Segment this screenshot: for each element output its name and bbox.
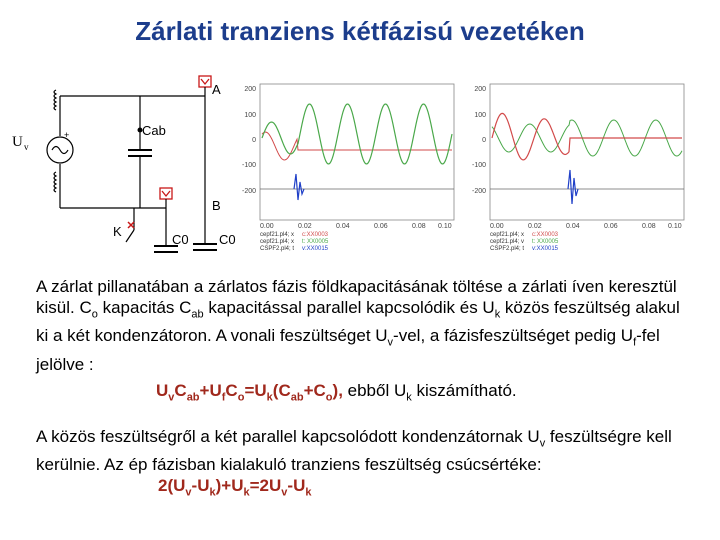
y-tick: -100 bbox=[471, 162, 486, 169]
series-line-blue bbox=[568, 170, 578, 204]
circuit-diagram bbox=[0, 72, 236, 262]
x-tick: 0.10 bbox=[438, 223, 452, 230]
paragraph-explanation: A zárlat pillanatában a zárlatos fázis földkapacitásának töltése a zárlati íven keresztül kisül. $C_o$ kapacitás $C_{ab}$ kapacitással parallel kapcsolódik és $U_k$ közös feszültség alakul ki a két kondenzátoron. A vonali feszültséget $U_v$-vel, a fázisfeszültséget pedig $U_f$-fel jelölve : bbox=[36, 277, 680, 374]
series-line-red bbox=[492, 113, 682, 159]
switch-blade bbox=[126, 230, 134, 242]
svg-text:cepf21.pl4; x: cepf21.pl4; x bbox=[260, 232, 295, 238]
c0-label-1: C0 bbox=[172, 232, 189, 247]
y-tick: 100 bbox=[474, 112, 486, 119]
c0-label-2: C0 bbox=[219, 232, 236, 247]
series-line-green bbox=[262, 104, 452, 164]
svg-text:cepf21.pl4; x: cepf21.pl4; x bbox=[490, 232, 525, 238]
switch-label: K bbox=[113, 224, 122, 239]
x-tick: 0.06 bbox=[604, 223, 618, 230]
y-tick: -200 bbox=[471, 188, 486, 195]
y-tick: 100 bbox=[244, 112, 256, 119]
x-tick: 0.02 bbox=[298, 223, 312, 230]
formula-peak-voltage: $2(U_v-U_k)+U_k=2U_v-U_k$ bbox=[158, 476, 312, 499]
y-tick: -100 bbox=[241, 162, 256, 169]
svg-text:t: XX0005: t: XX0005 bbox=[302, 239, 329, 245]
cab-label: Cab bbox=[142, 123, 166, 138]
y-tick: 200 bbox=[244, 86, 256, 93]
y-tick: 200 bbox=[474, 86, 486, 93]
svg-text:+: + bbox=[64, 130, 70, 140]
paragraph-peak: A közös feszültségről a két parallel kapcsolódott kondenzátornak $U_v$ feszültségre kell kerülnie. Az ép fázisban kialakuló tranziens feszültség csúcsértéke: bbox=[36, 427, 672, 475]
svg-text:cepf21.pl4; v: cepf21.pl4; v bbox=[490, 239, 525, 245]
plot-frame bbox=[490, 84, 684, 220]
x-tick: 0.06 bbox=[374, 223, 388, 230]
svg-text:v:XX0015: v:XX0015 bbox=[532, 246, 559, 252]
x-tick: 0.04 bbox=[566, 223, 580, 230]
svg-text:c:XX0003: c:XX0003 bbox=[302, 232, 329, 238]
svg-text:CSPF2.pl4; t: CSPF2.pl4; t bbox=[260, 246, 295, 252]
x-tick: 0.10 bbox=[668, 223, 682, 230]
slide-title: Zárlati tranziens kétfázisú vezetéken bbox=[135, 16, 585, 46]
meter-b-icon bbox=[160, 188, 172, 199]
x-tick: 0.02 bbox=[528, 223, 542, 230]
y-tick: 0 bbox=[252, 137, 256, 144]
series-line-blue bbox=[294, 174, 304, 200]
svg-text:c:XX0003: c:XX0003 bbox=[532, 232, 559, 238]
svg-text:t: XX0005: t: XX0005 bbox=[532, 239, 559, 245]
svg-text:cepf21.pl4; x: cepf21.pl4; x bbox=[260, 239, 295, 245]
x-tick: 0.00 bbox=[490, 223, 504, 230]
node-b-label: B bbox=[212, 198, 221, 213]
x-tick: 0.08 bbox=[412, 223, 426, 230]
meter-a-icon bbox=[199, 76, 211, 87]
node-a-label: A bbox=[212, 82, 221, 97]
svg-text:CSPF2.pl4; t: CSPF2.pl4; t bbox=[490, 246, 525, 252]
x-tick: 0.04 bbox=[336, 223, 350, 230]
x-tick: 0.00 bbox=[260, 223, 274, 230]
source-label-sub: v bbox=[24, 142, 29, 152]
x-tick: 0.08 bbox=[642, 223, 656, 230]
y-tick: -200 bbox=[241, 188, 256, 195]
formula-common-voltage: $U_vC_{ab}+U_fC_o=U_k(C_{ab}+C_o)$, ebből $U_k$ kiszámítható. bbox=[156, 381, 517, 404]
source-label: U bbox=[12, 134, 23, 150]
plot-left bbox=[232, 78, 460, 254]
plot-right bbox=[462, 78, 690, 254]
svg-text:v:XX0015: v:XX0015 bbox=[302, 246, 329, 252]
y-tick: 0 bbox=[482, 137, 486, 144]
